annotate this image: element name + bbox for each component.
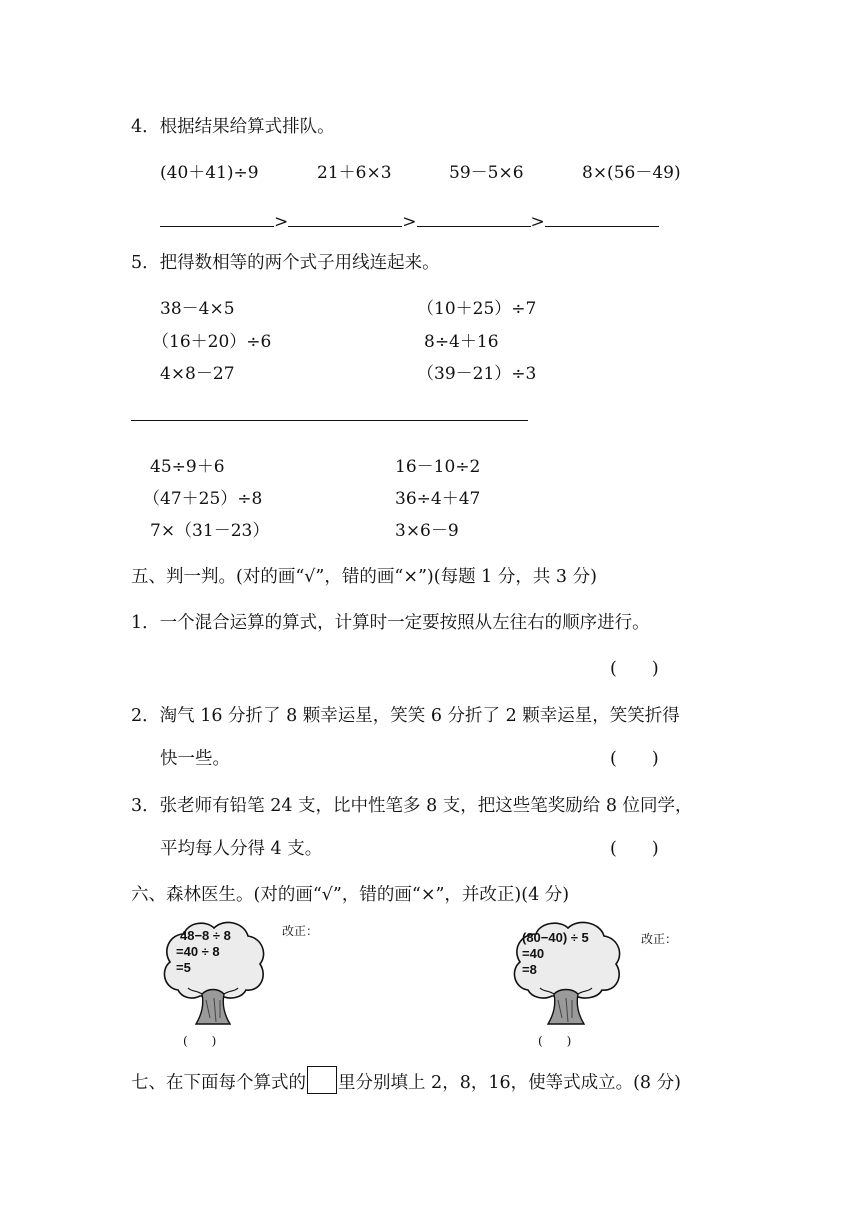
q5-bottom-left-2: （47＋25）÷8 — [143, 489, 263, 509]
fill-box-icon — [307, 1066, 337, 1094]
s5-item-1: 1．一个混合运算的算式，计算时一定要按照从左往右的顺序进行。 — [131, 613, 650, 633]
q5-bottom-right-3: 3×6－9 — [395, 521, 459, 541]
tree-expr-line: 48−8 ÷ 8 — [180, 928, 231, 943]
divider-line — [131, 420, 528, 421]
s5-answer-paren[interactable]: ( ) — [610, 749, 659, 769]
s5-answer-paren[interactable]: ( ) — [610, 839, 659, 859]
q5-title: 5．把得数相等的两个式子用线连起来。 — [131, 253, 440, 273]
greater-than-sign: > — [530, 212, 545, 232]
s5-item-3: 3．张老师有铅笔 24 支，比中性笔多 8 支，把这些笔奖励给 8 位同学， — [131, 796, 693, 816]
s5-answer-paren[interactable]: ( ) — [610, 659, 659, 679]
correction-label: 改正： — [282, 924, 319, 938]
q4-expr-1: (40＋41)÷9 — [160, 163, 259, 183]
q5-top-right-2: 8÷4＋16 — [424, 332, 499, 352]
s7-title-before: 七、在下面每个算式的 — [131, 1073, 306, 1093]
answer-blank[interactable] — [160, 210, 274, 227]
q5-top-left-1: 38－4×5 — [160, 299, 235, 319]
s5-title: 五、判一判。(对的画“√”，错的画“×”)(每题 1 分，共 3 分) — [131, 567, 597, 587]
tree-card-1 — [158, 918, 268, 1030]
s6-title: 六、森林医生。(对的画“√”，错的画“×”，并改正)(4 分) — [131, 885, 570, 905]
s5-item-2-cont: 快一些。 — [160, 749, 230, 769]
q5-bottom-right-1: 16－10÷2 — [395, 457, 481, 477]
q5-top-right-3: （39－21）÷3 — [417, 364, 537, 384]
q5-bottom-left-3: 7×（31－23） — [150, 521, 270, 541]
correction-label: 改正： — [641, 932, 678, 946]
q5-top-left-3: 4×8－27 — [160, 364, 235, 384]
s7-title — [131, 1066, 681, 1094]
answer-blank[interactable] — [417, 210, 531, 227]
tree-answer-paren[interactable]: ( ) — [183, 1034, 217, 1048]
q4-ordering-blanks — [160, 210, 659, 233]
tree-expr-line: =40 — [522, 946, 545, 961]
q4-expr-3: 59－5×6 — [449, 163, 524, 183]
tree-expr-line: =5 — [176, 960, 191, 975]
q4-expr-4: 8×(56－49) — [582, 163, 681, 183]
answer-blank[interactable] — [545, 210, 659, 227]
answer-blank[interactable] — [288, 210, 402, 227]
q5-bottom-right-2: 36÷4＋47 — [395, 489, 481, 509]
tree-expr-line: =40 ÷ 8 — [176, 944, 220, 959]
q4-title: 4．根据结果给算式排队。 — [131, 117, 335, 137]
s5-item-3-cont: 平均每人分得 4 支。 — [160, 839, 323, 859]
q4-expr-2: 21＋6×3 — [317, 163, 392, 183]
tree-answer-paren[interactable]: ( ) — [538, 1034, 572, 1048]
greater-than-sign: > — [274, 212, 289, 232]
s7-title-after: 里分别填上 2，8，16，使等式成立。(8 分) — [338, 1073, 681, 1093]
greater-than-sign: > — [402, 212, 417, 232]
q5-top-left-2: （16＋20）÷6 — [152, 332, 272, 352]
s5-item-2: 2．淘气 16 分折了 8 颗幸运星，笑笑 6 分折了 2 颗幸运星，笑笑折得 — [131, 706, 680, 726]
tree-expr-line: =8 — [522, 962, 537, 977]
q5-bottom-left-1: 45÷9＋6 — [150, 457, 225, 477]
tree-expr-line: (80−40) ÷ 5 — [522, 930, 589, 945]
tree-card-2 — [508, 918, 626, 1030]
q5-top-right-1: （10＋25）÷7 — [417, 299, 537, 319]
